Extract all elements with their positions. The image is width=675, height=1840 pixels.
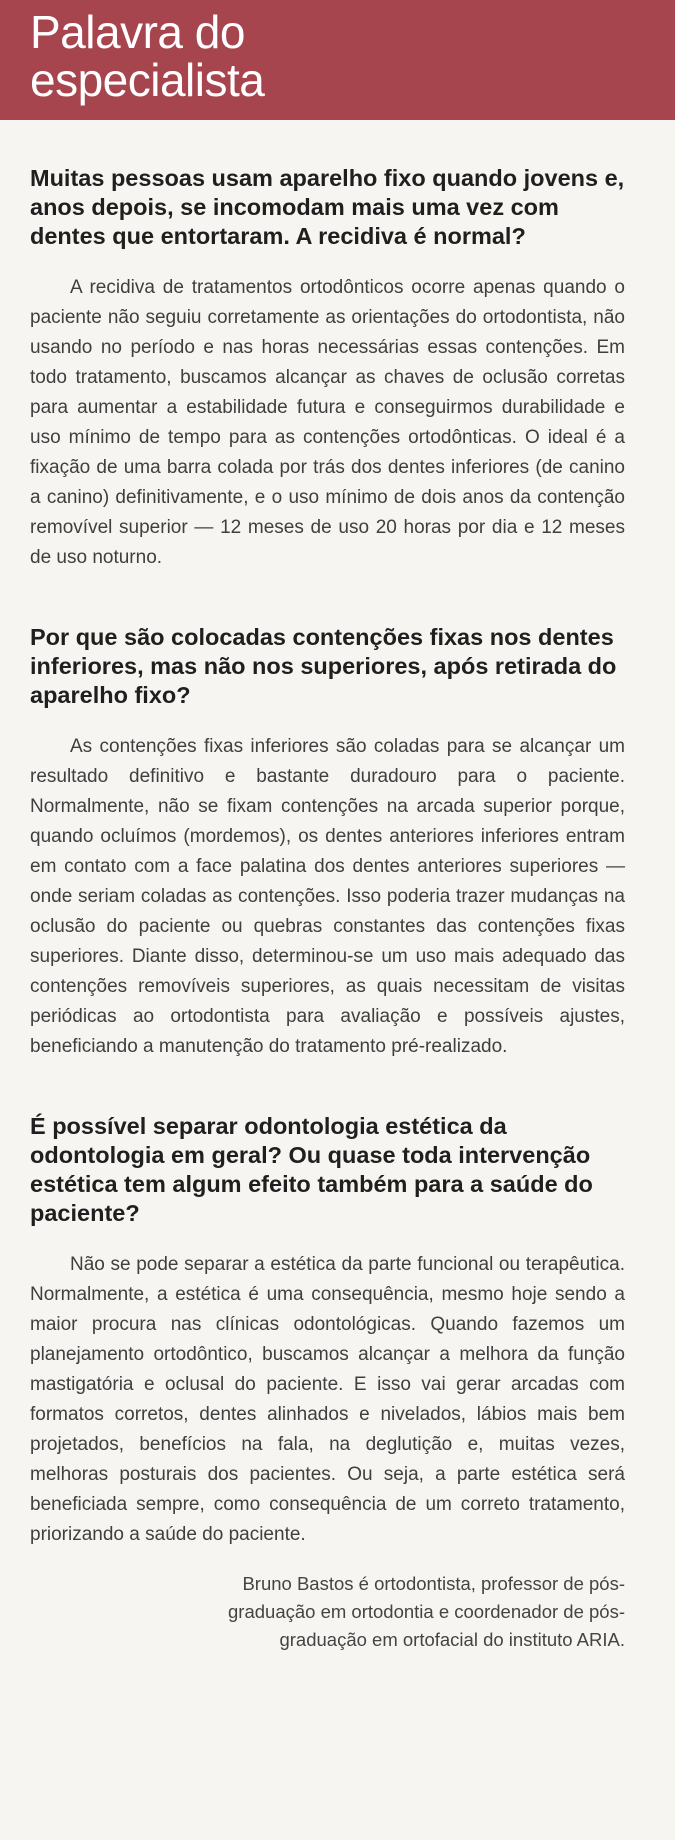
article-body [0, 120, 675, 1654]
author-byline: Bruno Bastos é ortodontista, professor de pós-graduação em ortodontia e coordenador de pós-graduação em ortofacial do instituto ARIA. [228, 1573, 625, 1650]
title-line-2: especialista [30, 54, 265, 106]
question-2: Por que são colocadas contenções fixas nos dentes inferiores, mas não nos superiores, após retirada do aparelho fixo? [30, 624, 617, 708]
qa-section-3 [30, 1112, 625, 1550]
answer-1: A recidiva de tratamentos ortodônticos ocorre apenas quando o paciente não seguiu corretamente as orientações do ortodontista, não usando no período e nas horas necessárias essas contenções. Em todo tratamento, buscamos alcançar as chaves de oclusão corretas para aumentar a estabilidade futura e conseguirmos durabilidade e uso mínimo de tempo para as contenções ortodônticas. O ideal é a fixação de uma barra colada por trás dos dentes inferiores (de canino a canino) definitivamente, e o uso mínimo de dois anos da contenção removível superior — 12 meses de uso 20 horas por dia e 12 meses de uso noturno. [30, 277, 625, 568]
question-1: Muitas pessoas usam aparelho fixo quando jovens e, anos depois, se incomodam mais uma vez com dentes que entortaram. A recidiva é normal? [30, 165, 625, 249]
page-title [30, 8, 675, 104]
qa-section-1 [30, 164, 625, 573]
answer-2: As contenções fixas inferiores são coladas para se alcançar um resultado definitivo e bastante duradouro para o paciente. Normalmente, não se fixam contenções na arcada superior porque, quando ocluímos (mordemos), os dentes anteriores inferiores entram em contato com a face palatina dos dentes anteriores superiores — onde seriam coladas as contenções. Isso poderia trazer mudanças na oclusão do paciente ou quebras constantes das contenções fixas superiores. Diante disso, determinou-se um uso mais adequado das contenções removíveis superiores, as quais necessitam de visitas periódicas ao ortodontista para avaliação e possíveis ajustes, beneficiando a manutenção do tratamento pré-realizado. [30, 736, 625, 1057]
title-line-1: Palavra do [30, 6, 245, 58]
qa-section-2 [30, 623, 625, 1062]
question-3: É possível separar odontologia estética da odontologia em geral? Ou quase toda intervenção estética tem algum efeito também para a saúde do paciente? [30, 1113, 593, 1226]
answer-3: Não se pode separar a estética da parte funcional ou terapêutica. Normalmente, a estética é uma consequência, mesmo hoje sendo a maior procura nas clínicas odontológicas. Quando fazemos um planejamento ortodôntico, buscamos alcançar a melhora da função mastigatória e oclusal do paciente. E isso vai gerar arcadas com formatos corretos, dentes alinhados e nivelados, lábios mais bem projetados, benefícios na fala, na deglutição e, muitas vezes, melhoras posturais dos pacientes. Ou seja, a parte estética será beneficiada sempre, como consequência de um correto tratamento, priorizando a saúde do paciente. [30, 1254, 625, 1545]
header-banner [0, 0, 675, 120]
